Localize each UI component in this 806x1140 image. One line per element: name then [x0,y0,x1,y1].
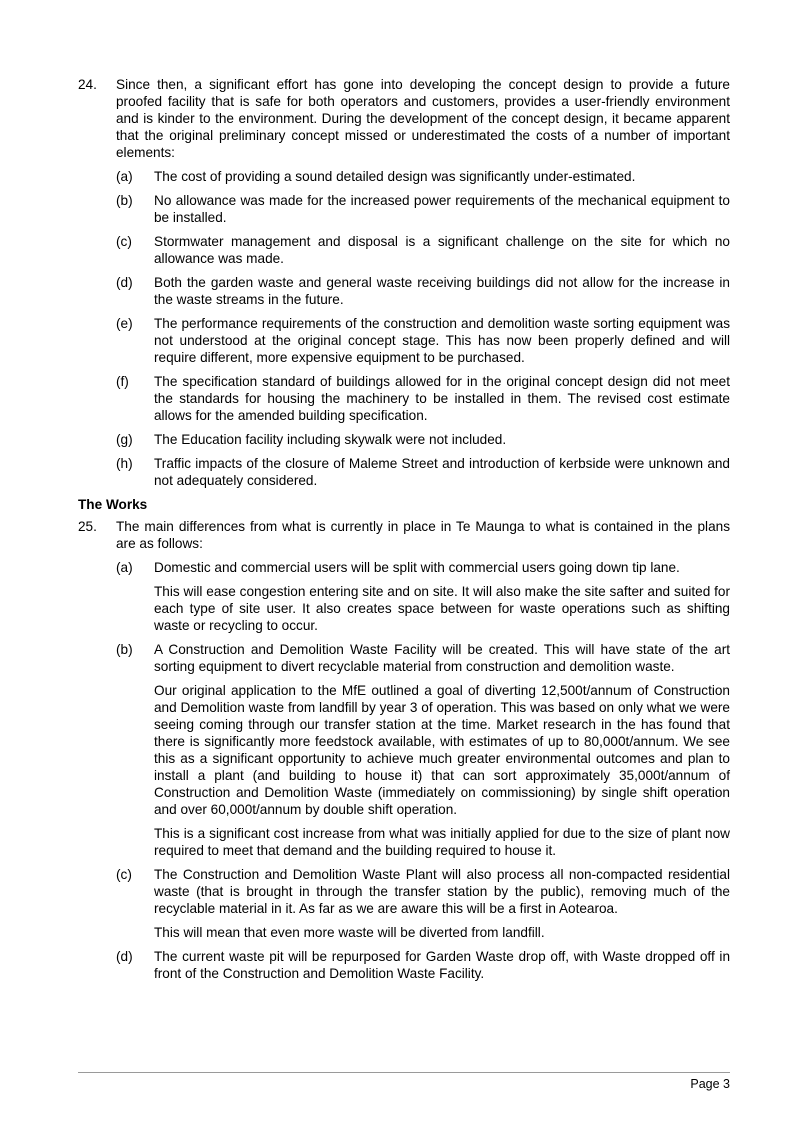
list-item [78,866,730,917]
document-body [78,76,730,989]
paragraph-25 [78,518,730,552]
item-text: Both the garden waste and general waste receiving buildings did not allow for the increase in the waste streams in the future. [154,275,730,307]
paragraph-text: Since then, a significant effort has gone into developing the concept design to provide a future proofed facility that is safe for both operators and customers, provides a user-friendly environment and is kinder to the environment. During the development of the concept design, it became apparent that the original preliminary concept missed or underestimated the costs of a number of important elements: [116,77,730,160]
item-text: The Education facility including skywalk were not included. [154,432,507,447]
list-item [78,315,730,366]
item-text: Traffic impacts of the closure of Maleme Street and introduction of kerbside were unknown and not adequately considered. [154,456,730,488]
list-item [78,233,730,267]
item-text: Stormwater management and disposal is a significant challenge on the site for which no allowance was made. [154,234,730,266]
list-item [78,948,730,982]
item-continuation: This will ease congestion entering site and on site. It will also make the site safter and suited for each type of site user. It also creates space between for waste operations such as shifting waste or recycling to occur. [154,584,730,633]
list-item [78,431,730,448]
item-label: (d) [116,949,133,964]
item-text: The performance requirements of the construction and demolition waste sorting equipment was not understood at the original concept stage. This has now been properly defined and will require different, more expensive equipment to be purchased. [154,316,730,365]
item-label: (b) [116,193,133,208]
item-text: The current waste pit will be repurposed for Garden Waste drop off, with Waste dropped off in front of the Construction and Demolition Waste Facility. [154,949,730,981]
list-item [78,373,730,424]
list-item [78,192,730,226]
item-text: No allowance was made for the increased power requirements of the mechanical equipment to be installed. [154,193,730,225]
list-item [78,168,730,185]
item-label: (e) [116,316,133,331]
item-label: (d) [116,275,133,290]
item-label: (a) [116,560,133,575]
paragraph-number: 25. [78,519,97,534]
item-text: The specification standard of buildings allowed for in the original concept design did not meet the standards for housing the machinery to be installed in them. The revised cost estimate allows for the amended building specification. [154,374,730,423]
list-item [78,559,730,576]
item-label: (g) [116,432,133,447]
page-number: Page 3 [690,1077,730,1091]
item-continuation: This is a significant cost increase from what was initially applied for due to the size of plant now required to meet that demand and the building required to house it. [154,826,730,858]
list-item [78,641,730,675]
item-continuation: This will mean that even more waste will be diverted from landfill. [154,925,545,940]
paragraph-number: 24. [78,77,97,92]
item-label: (c) [116,867,132,882]
list-item [78,274,730,308]
section-heading: The Works [78,497,148,512]
list-item [78,455,730,489]
item-text: The cost of providing a sound detailed design was significantly under-estimated. [154,169,636,184]
item-label: (b) [116,642,133,657]
item-text: A Construction and Demolition Waste Facility will be created. This will have state of the art sorting equipment to divert recyclable material from construction and demolition waste. [154,642,730,674]
item-label: (a) [116,169,133,184]
item-label: (c) [116,234,132,249]
footer-divider [78,1072,730,1073]
item-text: The Construction and Demolition Waste Plant will also process all non-compacted residential waste (that is brought in through the transfer station by the public), removing much of the recyclable material in it. As far as we are aware this will be a first in Aotearoa. [154,867,730,916]
item-label: (h) [116,456,133,471]
item-label: (f) [116,374,129,389]
item-continuation: Our original application to the MfE outlined a goal of diverting 12,500t/annum of Construction and Demolition waste from landfill by year 3 of operation. This was based on only what we were seeing coming through our transfer station at the time. Market research in the has found that there is significantly more feedstock available, with estimates of up to 80,000t/annum. We see this as a significant opportunity to achieve much greater environmental outcomes and plan to install a plant (and building to house it) that can sort approximately 35,000t/annum of Construction and Demolition Waste (immediately on commissioning) by single shift operation and over 60,000t/annum by double shift operation. [154,683,730,817]
paragraph-24 [78,76,730,161]
item-text: Domestic and commercial users will be split with commercial users going down tip lane. [154,560,680,575]
paragraph-text: The main differences from what is currently in place in Te Maunga to what is contained in the plans are as follows: [116,519,730,551]
